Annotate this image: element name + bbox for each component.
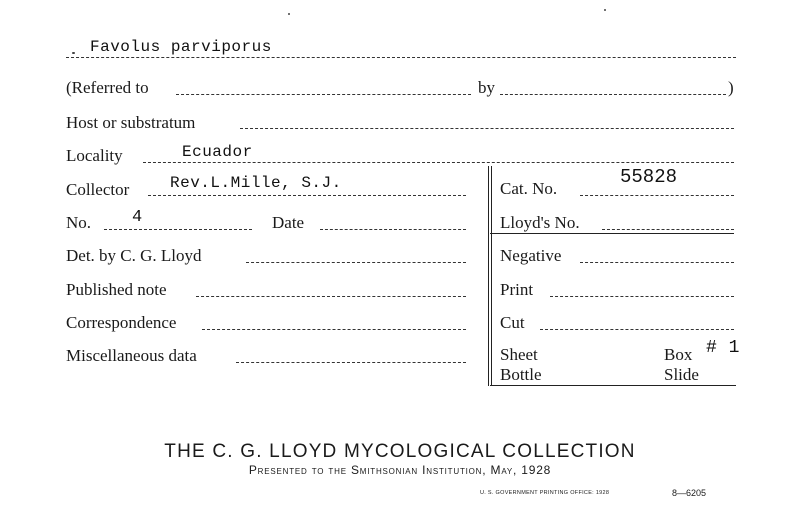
cut-line: [540, 329, 734, 330]
collector-label: Collector: [66, 180, 130, 199]
det-by-line: [246, 262, 466, 263]
locality-label: Locality: [66, 146, 123, 165]
correspondence-label: Correspondence: [66, 313, 177, 332]
collection-subtitle: Presented to the Smithsonian Institution, May, 1928: [248, 463, 552, 477]
collection-title: THE C. G. LLOYD MYCOLOGICAL COLLECTION: [164, 441, 636, 462]
negative-label: Negative: [500, 246, 562, 265]
catalog-box-bottom-border: [490, 385, 736, 386]
sheet-label: Sheet: [500, 345, 538, 364]
collector-line: [148, 195, 466, 196]
referred-to-line: [176, 94, 471, 95]
no-value: 4: [132, 208, 143, 227]
species-name: Favolus parviporus: [90, 38, 272, 56]
published-note-line: [196, 296, 466, 297]
host-line: [240, 128, 734, 129]
print-line: [550, 296, 734, 297]
ink-speck: [288, 13, 290, 15]
referred-to-label: (Referred to: [66, 78, 149, 97]
date-line: [320, 229, 466, 230]
locality-line: [143, 162, 734, 163]
ink-speck: [72, 52, 75, 54]
date-label: Date: [272, 213, 305, 232]
cat-no-value: 55828: [620, 166, 678, 188]
catalog-box-left-border: [488, 166, 489, 386]
no-line: [104, 229, 252, 230]
bottle-label: Bottle: [500, 365, 542, 384]
printing-office-imprint: U. S. GOVERNMENT PRINTING OFFICE: 1928: [480, 490, 610, 496]
ink-speck: [604, 9, 606, 11]
box-label: Box: [664, 345, 693, 364]
det-by-label: Det. by C. G. Lloyd: [66, 246, 202, 265]
cut-label: Cut: [500, 313, 525, 332]
no-label: No.: [66, 213, 92, 232]
negative-line: [580, 262, 734, 263]
cat-no-line: [580, 195, 734, 196]
by-line: [500, 94, 726, 95]
box-value: # 1: [706, 338, 740, 358]
catalog-box-divider: [490, 233, 734, 234]
lloyds-no-line: [602, 229, 734, 230]
misc-data-line: [236, 362, 466, 363]
catalog-box-left-border-inner: [491, 166, 492, 386]
host-label: Host or substratum: [66, 113, 196, 132]
cat-no-label: Cat. No.: [500, 179, 558, 198]
species-line: [66, 57, 736, 58]
collector-value: Rev.L.Mille, S.J.: [170, 174, 342, 192]
form-number: 8—6205: [672, 488, 707, 498]
by-label: by: [478, 78, 495, 97]
locality-value: Ecuador: [182, 143, 253, 161]
lloyds-no-label: Lloyd's No.: [500, 213, 580, 232]
misc-data-label: Miscellaneous data: [66, 346, 197, 365]
published-note-label: Published note: [66, 280, 167, 299]
close-paren: ): [728, 78, 734, 97]
slide-label: Slide: [664, 365, 699, 384]
correspondence-line: [202, 329, 466, 330]
print-label: Print: [500, 280, 534, 299]
